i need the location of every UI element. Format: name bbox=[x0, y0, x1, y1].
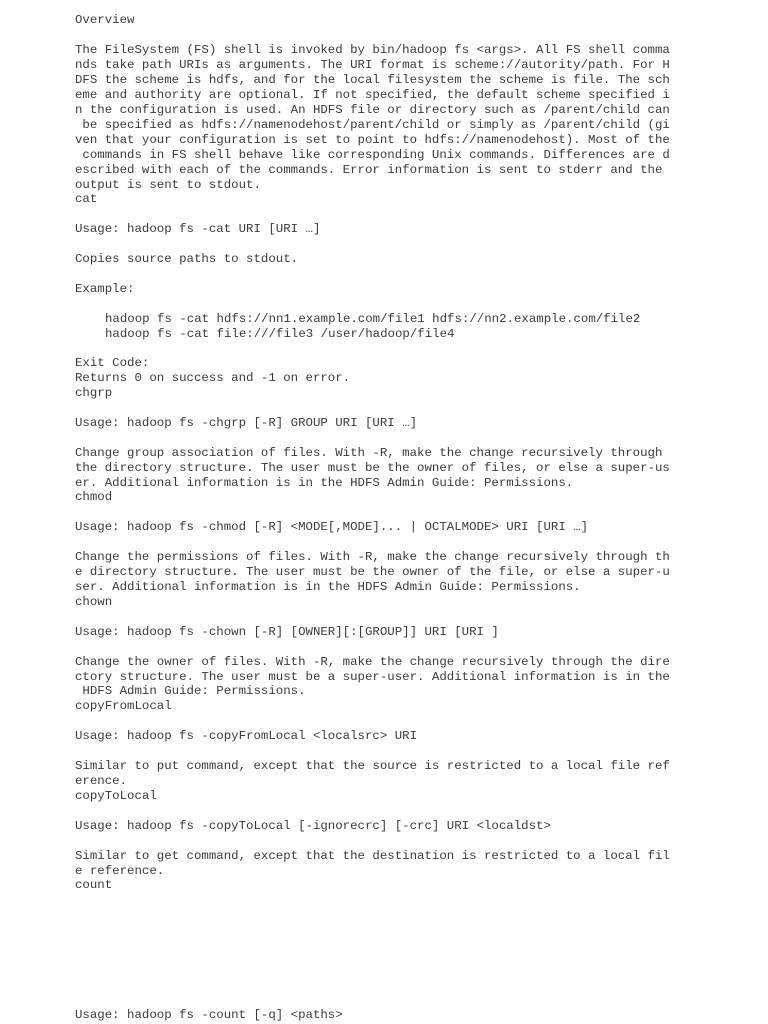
usage-line: Usage: hadoop fs -chgrp [-R] GROUP URI [URI …] bbox=[75, 416, 418, 430]
section-heading-chmod: chmod bbox=[75, 490, 113, 504]
description-line: e reference. bbox=[75, 864, 165, 878]
overview-line: be specified as hdfs://namenodehost/parent/child or simply as /parent/child (gi bbox=[75, 118, 670, 132]
description-line: e directory structure. The user must be the owner of the file, or else a super-u bbox=[75, 565, 670, 579]
overview-line: escribed with each of the commands. Error information is sent to stderr and the bbox=[75, 163, 663, 177]
usage-line: Usage: hadoop fs -chmod [-R] <MODE[,MODE]... | OCTALMODE> URI [URI …] bbox=[75, 520, 589, 534]
example-label: Example: bbox=[75, 282, 135, 296]
overview-line: output is sent to stdout. bbox=[75, 178, 261, 192]
section-heading-copytolocal: copyToLocal bbox=[75, 789, 157, 803]
overview-line: nds take path URIs as arguments. The URI format is scheme://autority/path. For H bbox=[75, 58, 670, 72]
code-example-line: hadoop fs -cat file:///file3 /user/hadoop/file4 bbox=[105, 327, 455, 341]
section-heading-chgrp: chgrp bbox=[75, 386, 113, 400]
overview-line: DFS the scheme is hdfs, and for the local filesystem the scheme is file. The sch bbox=[75, 73, 670, 87]
overview-line: The FileSystem (FS) shell is invoked by bin/hadoop fs <args>. All FS shell comma bbox=[75, 43, 670, 57]
exit-code-label: Exit Code: bbox=[75, 356, 150, 370]
description-line: ser. Additional information is in the HDFS Admin Guide: Permissions. bbox=[75, 580, 581, 594]
usage-line: Usage: hadoop fs -copyToLocal [-ignorecrc] [-crc] URI <localdst> bbox=[75, 819, 551, 833]
description-line: Copies source paths to stdout. bbox=[75, 252, 299, 266]
section-heading-copyfromlocal: copyFromLocal bbox=[75, 699, 172, 713]
description-line: Similar to put command, except that the source is restricted to a local file ref bbox=[75, 759, 670, 773]
overview-line: commands in FS shell behave like corresponding Unix commands. Differences are d bbox=[75, 148, 670, 162]
section-heading-cat: cat bbox=[75, 192, 98, 206]
description-line: Similar to get command, except that the destination is restricted to a local fil bbox=[75, 849, 670, 863]
code-example-line: hadoop fs -cat hdfs://nn1.example.com/file1 hdfs://nn2.example.com/file2 bbox=[105, 312, 641, 326]
overview-line: ven that your configuration is set to point to hdfs://namenodehost). Most of the bbox=[75, 133, 670, 147]
section-heading-overview: Overview bbox=[75, 13, 135, 27]
description-line: ctory structure. The user must be a super-user. Additional information is in the bbox=[75, 670, 670, 684]
overview-line: n the configuration is used. An HDFS file or directory such as /parent/child can bbox=[75, 103, 670, 117]
description-line: Change group association of files. With -R, make the change recursively through bbox=[75, 446, 663, 460]
section-heading-count: count bbox=[75, 878, 113, 892]
description-line: er. Additional information is in the HDFS Admin Guide: Permissions. bbox=[75, 476, 574, 490]
exit-code-text: Returns 0 on success and -1 on error. bbox=[75, 371, 351, 385]
section-heading-chown: chown bbox=[75, 595, 113, 609]
description-line: Change the permissions of files. With -R, make the change recursively through th bbox=[75, 550, 670, 564]
description-line: HDFS Admin Guide: Permissions. bbox=[75, 684, 306, 698]
overview-line: eme and authority are optional. If not specified, the default scheme specified i bbox=[75, 88, 670, 102]
description-line: Change the owner of files. With -R, make the change recursively through the dire bbox=[75, 655, 670, 669]
usage-line: Usage: hadoop fs -copyFromLocal <localsrc> URI bbox=[75, 729, 418, 743]
description-line: the directory structure. The user must be the owner of files, or else a super-us bbox=[75, 461, 670, 475]
description-line: erence. bbox=[75, 774, 128, 788]
usage-line: Usage: hadoop fs -cat URI [URI …] bbox=[75, 222, 321, 236]
usage-line: Usage: hadoop fs -chown [-R] [OWNER][:[GROUP]] URI [URI ] bbox=[75, 625, 499, 639]
usage-line: Usage: hadoop fs -count [-q] <paths> bbox=[75, 1008, 343, 1022]
